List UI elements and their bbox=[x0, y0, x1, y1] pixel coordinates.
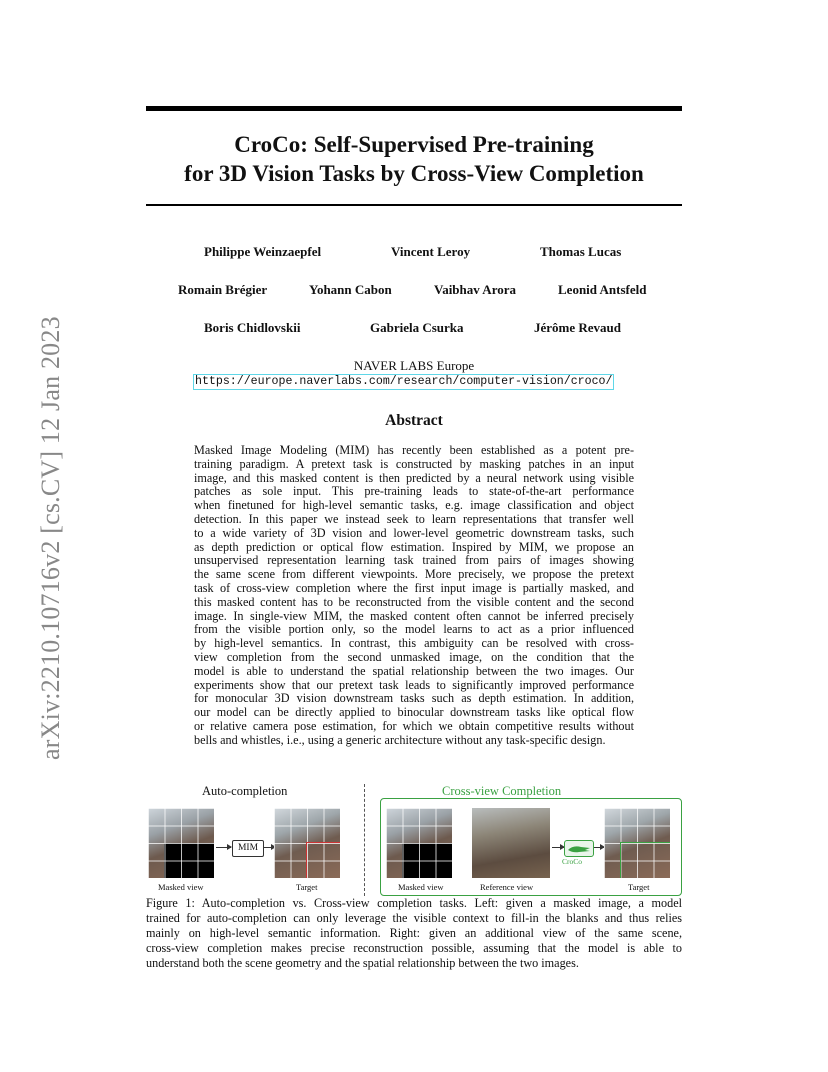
abstract-line: when finetuned for high-level semantic tasks, e.g. image classification and object bbox=[194, 499, 634, 513]
abstract-line: as depth prediction or optical flow estimation. Inspired by MIM, we propose an bbox=[194, 540, 634, 554]
affiliation: NAVER LABS Europe bbox=[353, 358, 475, 373]
author: Vaibhav Arora bbox=[434, 282, 516, 297]
abstract-line: Masked Image Modeling (MIM) has recently been established as a potent pre- bbox=[194, 444, 634, 457]
figure-caption bbox=[146, 896, 682, 971]
patch-grid bbox=[386, 808, 452, 878]
author: Gabriela Csurka bbox=[370, 320, 464, 335]
abstract-line: patches as sole input. This pre-training leads to state-of-the-art performance bbox=[194, 485, 634, 499]
reference-view-image bbox=[472, 808, 550, 878]
abstract-line: this masked content has to be reconstructed from the visible content and the second bbox=[194, 595, 634, 609]
abstract-line: view completion from the second unmasked image, on the condition that the bbox=[194, 650, 634, 664]
arrow-icon bbox=[216, 847, 231, 848]
author: Philippe Weinzaepfel bbox=[204, 244, 322, 259]
title-line-2: for 3D Vision Tasks by Cross-View Completion bbox=[184, 161, 644, 186]
arrow-icon bbox=[594, 847, 604, 848]
patch-grid bbox=[148, 808, 214, 878]
target-highlight bbox=[620, 842, 670, 878]
author: Yohann Cabon bbox=[309, 282, 392, 297]
abstract-heading: Abstract bbox=[385, 412, 443, 429]
title-rule bbox=[146, 204, 682, 206]
project-url-link[interactable]: https://europe.naverlabs.com/research/computer-vision/croco/ bbox=[195, 375, 613, 388]
auto-completion-heading: Auto-completion bbox=[202, 784, 288, 798]
caption-line: cross-view completion makes precise reconstruction possible, assuming that the model is able to bbox=[146, 941, 682, 955]
arrow-icon bbox=[552, 847, 564, 848]
abstract-line: bells and whistles, i.e., using a generic architecture without any task-specific design. bbox=[194, 733, 606, 747]
arxiv-stamp bbox=[12, 290, 65, 760]
top-rule bbox=[146, 106, 682, 111]
target-label-left: Target bbox=[296, 882, 318, 892]
abstract-line: model is able to understand the spatial relationship between the two images. Our bbox=[194, 664, 634, 678]
masked-view-label-left: Masked view bbox=[158, 882, 204, 892]
author: Boris Chidlovskii bbox=[204, 320, 301, 335]
figure-1 bbox=[146, 784, 682, 896]
abstract-line: image, and this masked content is then predicted by a neural network using visible bbox=[194, 471, 634, 485]
abstract-line: to a wide variety of 3D vision and lower-level geometric downstream tasks, such bbox=[194, 526, 634, 540]
abstract-line: from the visible portion only, so the model learns to act as a prior influenced bbox=[194, 623, 634, 637]
abstract-line: our model can be directly applied to binocular downstream tasks like optical flow bbox=[194, 706, 634, 720]
target-image-left bbox=[274, 808, 340, 878]
author: Thomas Lucas bbox=[540, 244, 622, 259]
reference-view-label: Reference view bbox=[480, 882, 534, 892]
abstract-line: training paradigm. A pretext task is constructed by masking patches in an input bbox=[194, 457, 634, 471]
caption-line: understand both the scene geometry and the spatial relationship between the two images. bbox=[146, 956, 579, 970]
caption-line: Figure 1: Auto-completion vs. Cross-view completion tasks. Left: given a masked image, a model bbox=[146, 896, 682, 910]
author: Leonid Antsfeld bbox=[558, 282, 647, 297]
crocodile-icon bbox=[565, 841, 593, 856]
masked-view-label-right: Masked view bbox=[398, 882, 444, 892]
mim-block: MIM bbox=[232, 840, 264, 857]
caption-line: mainly on high-level semantic information. Right: given an additional view of the same scene, bbox=[146, 926, 682, 940]
masked-view-image-left bbox=[148, 808, 214, 878]
croco-label: CroCo bbox=[562, 857, 583, 866]
abstract-line: experiments show that our pretext task leads to significantly improved performance bbox=[194, 678, 634, 692]
abstract-line: detection. In this paper we instead seek to learn representations that transfer well bbox=[194, 512, 634, 526]
abstract-line: task of cross-view completion where the first input image is partially masked, and bbox=[194, 581, 634, 595]
author: Vincent Leroy bbox=[391, 244, 471, 259]
author: Jérôme Revaud bbox=[534, 320, 622, 335]
abstract-line: image. In single-view MIM, the masked content often cannot be inferred precisely bbox=[194, 609, 634, 623]
target-label-right: Target bbox=[628, 882, 650, 892]
title-line-1: CroCo: Self-Supervised Pre-training bbox=[234, 132, 594, 157]
abstract-line: unsupervised representation learning task trained from pairs of images showing bbox=[194, 554, 634, 568]
figure-divider bbox=[364, 784, 365, 896]
paper-title bbox=[146, 130, 682, 188]
croco-block bbox=[564, 840, 594, 857]
abstract-line: by high-level semantics. In contrast, this ambiguity can be resolved with cross- bbox=[194, 637, 634, 651]
abstract-line: the same scene from different viewpoints. More precisely, we propose the pretext bbox=[194, 568, 634, 582]
target-highlight bbox=[306, 842, 340, 878]
masked-view-image-right bbox=[386, 808, 452, 878]
abstract-body bbox=[194, 444, 634, 748]
caption-line: trained for auto-completion can only leverage the visible context to fill-in the blanks and thus relies bbox=[146, 911, 682, 925]
cross-view-completion-heading: Cross-view Completion bbox=[442, 784, 562, 798]
author: Romain Brégier bbox=[178, 282, 268, 297]
target-image-right bbox=[604, 808, 670, 878]
arxiv-stamp-text: arXiv:2210.10716v2 [cs.CV] 12 Jan 2023 bbox=[36, 316, 65, 760]
abstract-line: for monocular 3D vision downstream tasks such as depth estimation. In addition, bbox=[194, 692, 634, 706]
abstract-line: or relative camera pose estimation, for which we obtain competitive results without bbox=[194, 719, 634, 733]
